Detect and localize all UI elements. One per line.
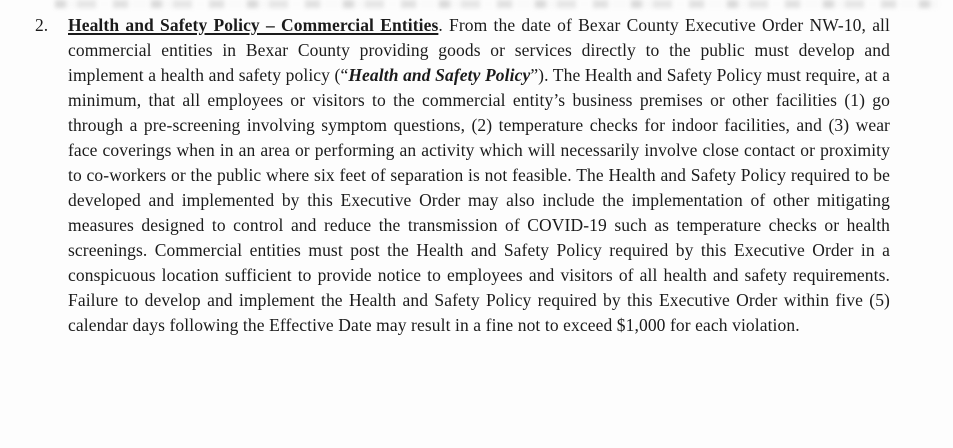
section-heading: Health and Safety Policy – Commercial Entities	[68, 15, 439, 35]
numbered-paragraph	[35, 13, 890, 338]
body-text: ”). The Health and Safety Policy must require, at a minimum, that all employees or visitors to the commercial entity’s business premises or other facilities (1) go through a pre-screening involving symptom questions, (2) temperature checks for indoor facilities, and (3) wear face coverings when in an area or performing an activity which will necessarily involve close contact or proximity to co-workers or the public where six feet of separation is not feasible. The Health and Safety Policy required to be developed and implemented by this Executive Order may also include the implementation of other mitigating measures designed to control and reduce the transmission of COVID-19 such as temperature checks or health screenings. Commercial entities must post the Health and Safety Policy required by this Executive Order in a conspicuous location sufficient to provide notice to employees and visitors of all health and safety requirements. Failure to develop and implement the Health and Safety Policy required by this Executive Order within five (5) calendar days following the Effective Date may result in a fine not to exceed $1,000 for each violation.	[68, 65, 890, 335]
list-number: 2.	[35, 15, 49, 35]
body-text: . From the date of Bexar County Executive Order NW-10, all commercial entities in Bexar County providing goods or services directly to the public must develop and implement a health and safety policy (“	[68, 15, 890, 85]
defined-term: Health and Safety Policy	[348, 65, 531, 85]
paragraph-body	[68, 13, 890, 338]
scan-artifact	[55, 0, 938, 8]
